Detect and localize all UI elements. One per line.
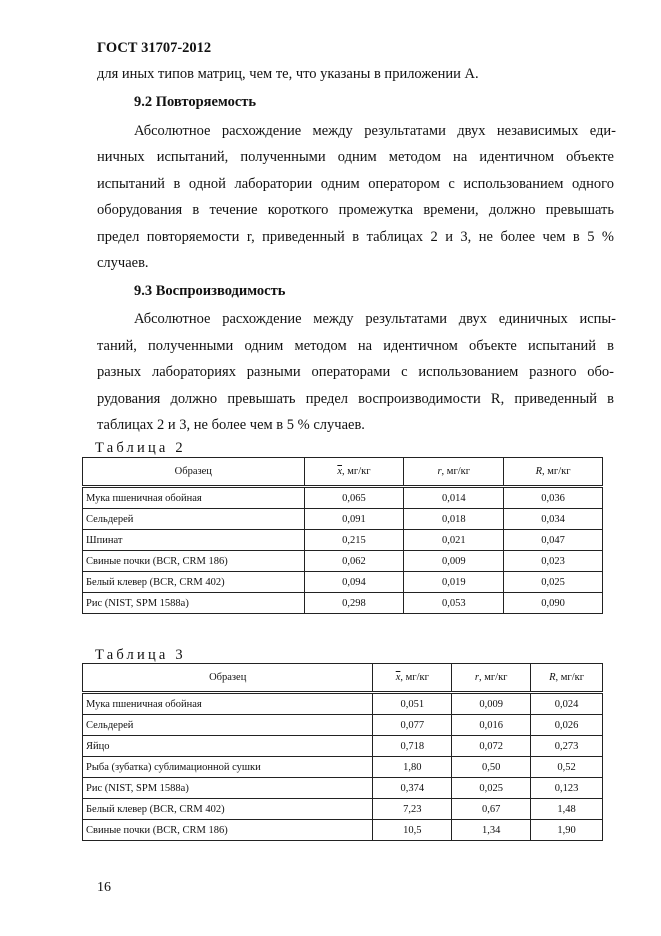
table-3	[82, 663, 603, 841]
cell-R: 0,025	[504, 572, 603, 593]
cell-sample: Белый клевер (BCR, CRM 402)	[83, 799, 373, 820]
cell-mean: 0,051	[373, 693, 452, 715]
table-3-header-R: R, мг/кг	[531, 664, 603, 693]
cell-mean: 0,094	[304, 572, 404, 593]
table-row	[83, 530, 603, 551]
cell-r: 0,50	[452, 757, 531, 778]
section-9-2-title: 9.2 Повторяемость	[134, 94, 257, 110]
cell-R: 0,023	[504, 551, 603, 572]
cell-R: 0,090	[504, 593, 603, 614]
cell-R: 1,90	[531, 820, 603, 841]
cell-r: 1,34	[452, 820, 531, 841]
cell-sample: Мука пшеничная обойная	[83, 487, 305, 509]
table-2-header-r: r, мг/кг	[404, 458, 504, 487]
cell-r: 0,009	[452, 693, 531, 715]
table-2-header-R: R, мг/кг	[504, 458, 603, 487]
cell-sample: Яйцо	[83, 736, 373, 757]
table-row	[83, 551, 603, 572]
cell-sample: Рыба (зубатка) сублимационной сушки	[83, 757, 373, 778]
cell-r: 0,009	[404, 551, 504, 572]
table-2-header-mean: $\overline{x}$, мг/кг	[304, 458, 404, 487]
table-row	[83, 799, 603, 820]
cell-sample: Шпинат	[83, 530, 305, 551]
cell-r: 0,014	[404, 487, 504, 509]
intro-line: для иных типов матриц, чем те, что указаны в приложении А.	[97, 66, 479, 82]
section-9-2-line: предел повторяемости r, приведенный в таблицах 2 и 3, не более чем в 5 %	[97, 229, 614, 245]
table-3-header-mean: $\overline{x}$, мг/кг	[373, 664, 452, 693]
cell-r: 0,019	[404, 572, 504, 593]
cell-mean: 0,062	[304, 551, 404, 572]
cell-sample: Свиные почки (BCR, CRM 186)	[83, 551, 305, 572]
cell-mean: 1,80	[373, 757, 452, 778]
section-9-3-line: разных лабораториях разными операторами с использованием разного обо-	[97, 364, 614, 380]
table-row	[83, 778, 603, 799]
table-3-header-sample: Образец	[83, 664, 373, 693]
cell-R: 0,036	[504, 487, 603, 509]
table-row	[83, 715, 603, 736]
cell-mean: 0,065	[304, 487, 404, 509]
table-row	[83, 487, 603, 509]
section-9-2-line: случаев.	[97, 255, 149, 271]
cell-mean: 0,091	[304, 509, 404, 530]
section-9-2-line: ничных испытаний, полученными одним методом на идентичном объекте	[97, 149, 614, 165]
cell-r: 0,072	[452, 736, 531, 757]
section-9-3-line: таний, полученными одним методом на идентичном объекте испытаний в	[97, 338, 614, 354]
table-2	[82, 457, 603, 614]
table-row	[83, 572, 603, 593]
cell-R: 0,034	[504, 509, 603, 530]
table-row	[83, 693, 603, 715]
cell-mean: 10,5	[373, 820, 452, 841]
table-row	[83, 820, 603, 841]
cell-mean: 0,077	[373, 715, 452, 736]
cell-sample: Свиные почки (BCR, CRM 186)	[83, 820, 373, 841]
cell-R: 0,026	[531, 715, 603, 736]
cell-R: 0,024	[531, 693, 603, 715]
cell-R: 0,52	[531, 757, 603, 778]
cell-sample: Сельдерей	[83, 715, 373, 736]
cell-r: 0,053	[404, 593, 504, 614]
cell-r: 0,021	[404, 530, 504, 551]
section-9-3-line: рудования должно превышать предел воспроизводимости R, приведенный в	[97, 391, 614, 407]
table-row	[83, 736, 603, 757]
page-number: 16	[97, 880, 111, 895]
document-header: ГОСТ 31707-2012	[97, 40, 212, 56]
table-row	[83, 593, 603, 614]
cell-r: 0,025	[452, 778, 531, 799]
cell-R: 0,123	[531, 778, 603, 799]
cell-mean: 0,374	[373, 778, 452, 799]
table-row	[83, 509, 603, 530]
cell-r: 0,67	[452, 799, 531, 820]
cell-mean: 0,298	[304, 593, 404, 614]
section-9-3-title: 9.3 Воспроизводимость	[134, 283, 286, 299]
section-9-2-line: оборудования в течение короткого промежутка времени, должно превышать	[97, 202, 614, 218]
table-row	[83, 757, 603, 778]
section-9-3-line: таблицах 2 и 3, не более чем в 5 % случаев.	[97, 417, 365, 433]
section-9-3-line: Абсолютное расхождение между результатами двух единичных испы-	[134, 311, 616, 327]
section-9-2-line: испытаний в одной лаборатории одним оператором с использованием одного	[97, 176, 614, 192]
table-2-caption: Таблица 2	[95, 440, 186, 456]
table-2-header-sample: Образец	[83, 458, 305, 487]
cell-sample: Рис (NIST, SPM 1588a)	[83, 593, 305, 614]
cell-mean: 0,718	[373, 736, 452, 757]
cell-sample: Белый клевер (BCR, CRM 402)	[83, 572, 305, 593]
cell-R: 0,273	[531, 736, 603, 757]
table-3-header-r: r, мг/кг	[452, 664, 531, 693]
cell-r: 0,018	[404, 509, 504, 530]
section-9-2-line: Абсолютное расхождение между результатами двух независимых еди-	[134, 123, 616, 139]
table-3-caption: Таблица 3	[95, 647, 186, 663]
cell-R: 1,48	[531, 799, 603, 820]
cell-sample: Сельдерей	[83, 509, 305, 530]
cell-mean: 7,23	[373, 799, 452, 820]
cell-R: 0,047	[504, 530, 603, 551]
cell-sample: Мука пшеничная обойная	[83, 693, 373, 715]
cell-sample: Рис (NIST, SPM 1588a)	[83, 778, 373, 799]
cell-mean: 0,215	[304, 530, 404, 551]
cell-r: 0,016	[452, 715, 531, 736]
